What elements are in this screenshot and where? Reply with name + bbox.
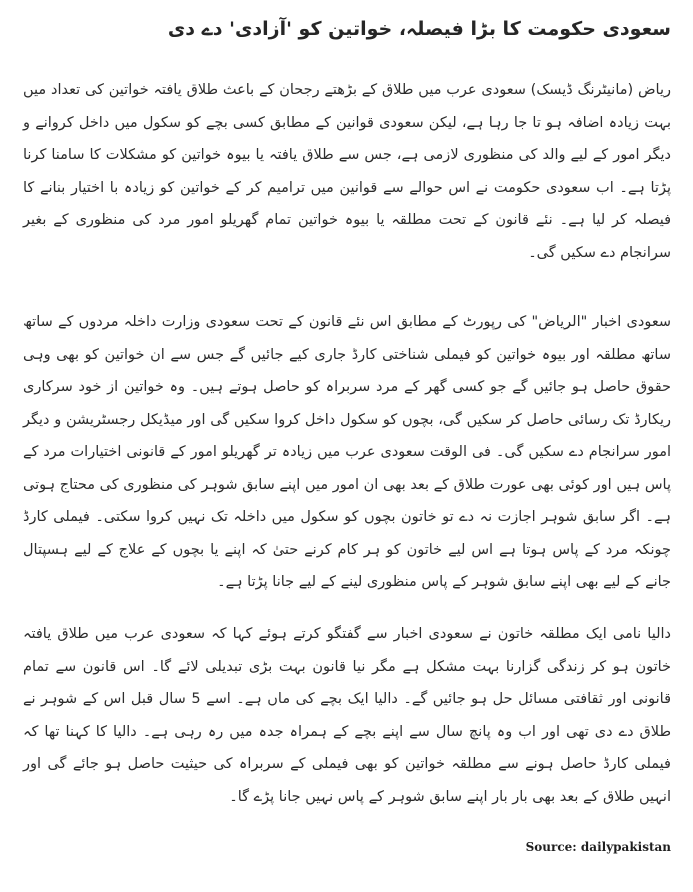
article-title: سعودی حکومت کا بڑا فیصلہ، خواتین کو 'آزادی' دے دی xyxy=(167,18,671,40)
article-paragraph-1: ریاض (مانیٹرنگ ڈیسک) سعودی عرب میں طلاق کے بڑھتے رجحان کے باعث طلاق یافتہ خواتین کی تعداد میں بہت زیادہ اضافہ ہو تا جا رہا ہے، لیکن سعودی قوانین کے مطابق کسی بچے کو سکول میں داخل کروانے و دیگر امور کے لیے والد کی منظوری لازمی ہے، جس سے طلاق یافتہ یا بیوہ خواتین کو مشکلات کا سامنا کرنا پڑتا ہے۔ اب سعودی حکومت نے اس حوالے سے قوانین میں ترامیم کر کے خواتین کو زیادہ با اختیار بنانے کا فیصلہ کر لیا ہے۔ نئے قانون کے تحت مطلقہ یا بیوہ خواتین تمام گھریلو امور مرد کی منظوری کے بغیر سرانجام دے سکیں گی۔ xyxy=(23,82,671,261)
article-paragraph-3: دالیا نامی ایک مطلقہ خاتون نے سعودی اخبار سے گفتگو کرتے ہوئے کہا کہ سعودی عرب میں طلاق یافتہ خاتون ہو کر زندگی گزارنا بہت مشکل ہے مگر نیا قانون بہت بڑی تبدیلی لائے گا۔ اس قانون سے تمام قانونی اور ثقافتی مسائل حل ہو جائیں گے۔ دالیا ایک بچے کی ماں ہے۔ اسے 5 سال قبل اس کے شوہر نے طلاق دے دی تھی اور اب وہ پانچ سال سے اپنے بچے کے ہمراہ جدہ میں رہ رہی ہے۔ دالیا کا کہنا تھا کہ فیملی کارڈ حاصل ہونے سے مطلقہ خواتین کو بھی فیملی کے سربراہ کی حیثیت حاصل ہو جائے گی اور انہیں طلاق کے بعد بھی بار بار اپنے سابق شوہر کے پاس نہیں جانا پڑے گا۔ xyxy=(23,626,672,805)
source-credit: Source: dailypakistan xyxy=(525,840,671,854)
article-paragraph-2: سعودی اخبار "الریاض" کی رپورٹ کے مطابق اس نئے قانون کے تحت سعودی وزارت داخلہ مردوں کے ساتھ ساتھ مطلقہ اور بیوہ خواتین کو فیملی شناختی کارڈ جاری کیے جائیں گے جس سے ان خواتین کو بھی وہی حقوق حاصل ہو جائیں گے جو کسی گھر کے مرد سربراہ کو حاصل ہوتے ہیں۔ وہ خواتین از خود سرکاری ریکارڈ تک رسائی حاصل کر سکیں گی، بچوں کو سکول داخل کروا سکیں گی اور میڈیکل رجسٹریشن و دیگر امور سرانجام دے سکیں گی۔ فی الوقت سعودی عرب میں زیادہ تر گھریلو امور کے قانونی اختیارات مرد کے پاس ہیں اور کوئی بھی عورت طلاق کے بعد بھی ان امور میں اپنے سابق شوہر کی منظوری کی محتاج ہوتی ہے۔ اگر سابق شوہر اجازت نہ دے تو خاتون بچوں کو سکول میں داخلہ تک نہیں کروا سکتی۔ فیملی کارڈ چونکہ مرد کے پاس ہوتا ہے اس لیے خاتون کو ہر کام کرنے حتیٰ کہ اپنے یا بچوں کے علاج کے لیے ہسپتال جانے کے لیے بھی اپنے سابق شوہر کے پاس منظوری لینے کے لیے جانا پڑتا ہے۔ xyxy=(23,314,671,590)
